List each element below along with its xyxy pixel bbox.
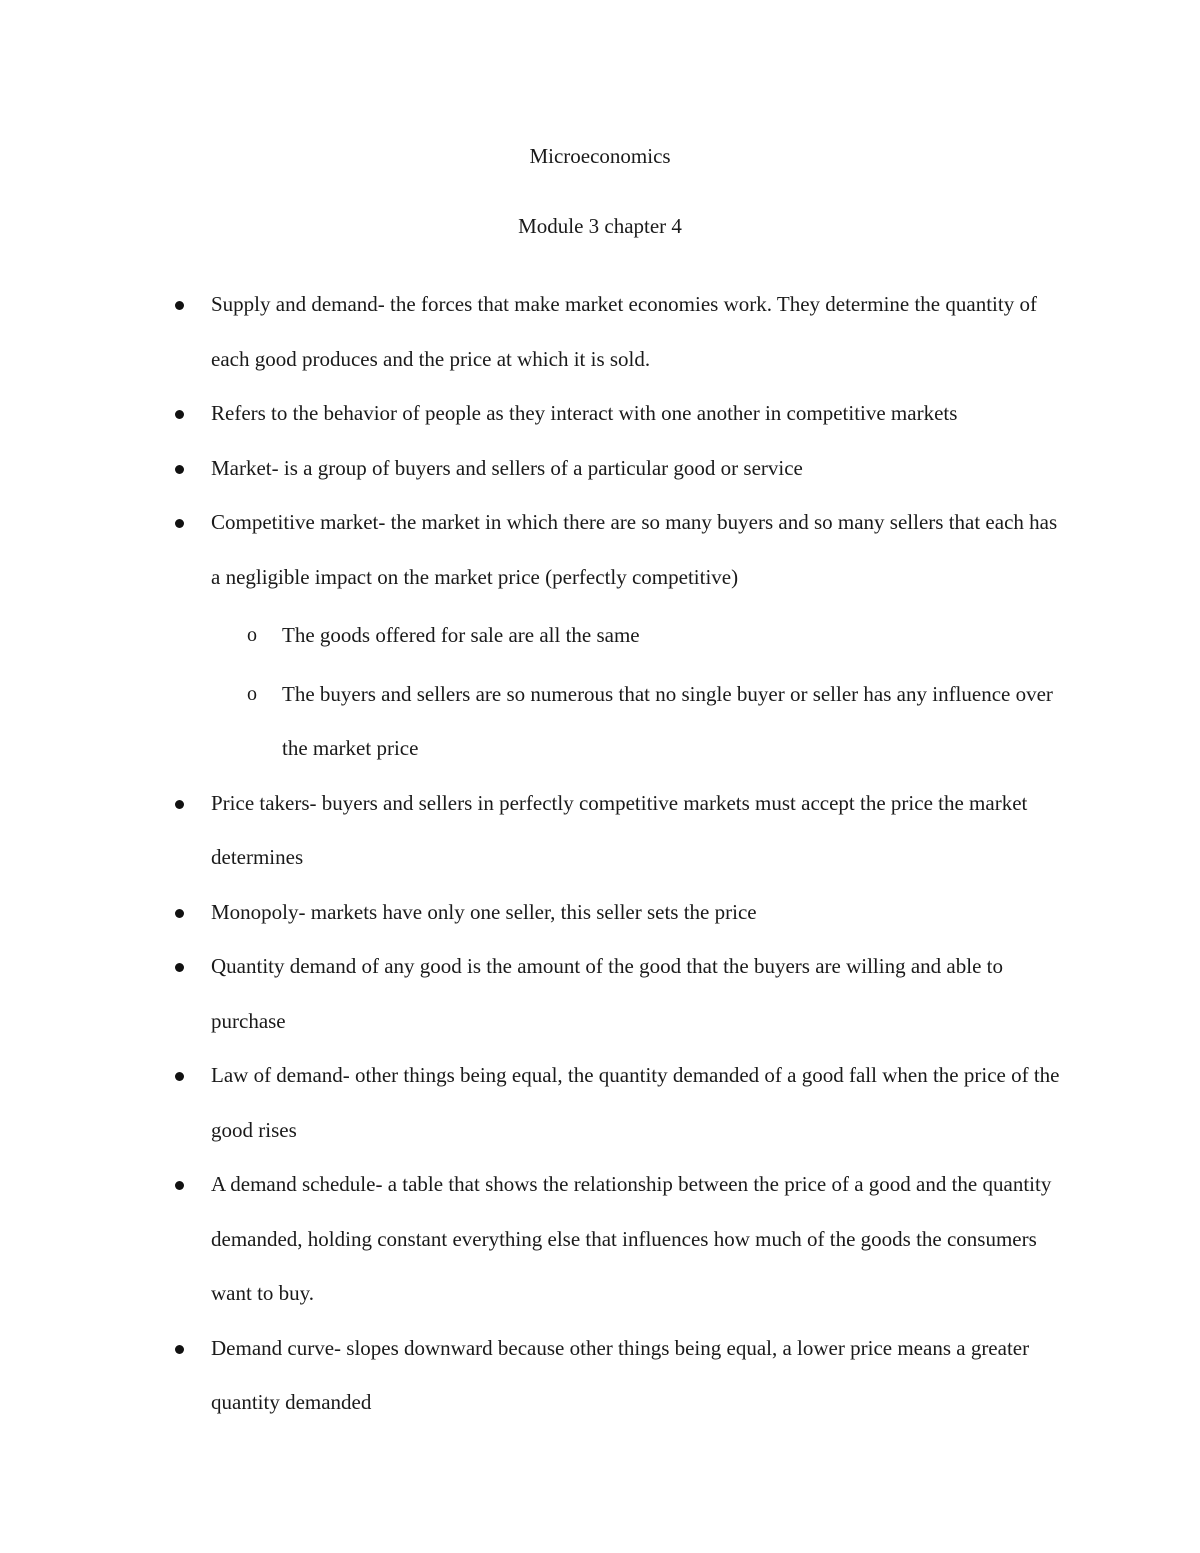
list-item-text: Refers to the behavior of people as they interact with one another in competitive markets (211, 401, 958, 425)
list-item-text: Competitive market- the market in which there are so many buyers and so many sellers that each has a negligible impact on the market price (perfectly competitive) (211, 510, 1058, 589)
list-item (0, 386, 1061, 441)
notes-list (0, 277, 1200, 1430)
bullet-icon (175, 410, 184, 419)
list-item-text: Demand curve- slopes downward because other things being equal, a lower price means a greater quantity demanded (211, 1335, 1030, 1414)
list-item-text: Supply and demand- the forces that make market economies work. They determine the quantity of each good produces and the price at which it is sold. (211, 292, 1037, 371)
list-item (0, 441, 1061, 496)
list-item-text: A demand schedule- a table that shows the relationship between the price of a good and the quantity demanded, holding constant everything else that influences how much of the goods the consumers want to buy. (211, 1172, 1052, 1305)
circle-bullet-icon: o (247, 682, 257, 705)
list-item (0, 1321, 1061, 1430)
list-item-text: Monopoly- markets have only one seller, this seller sets the price (211, 899, 757, 924)
list-item-text: Quantity demand of any good is the amount of the good that the buyers are willing and able to purchase (211, 954, 1003, 1033)
list-item-text: Law of demand- other things being equal, the quantity demanded of a good fall when the price of the good rises (211, 1063, 1060, 1142)
bullet-icon (175, 1181, 184, 1190)
bullet-icon (175, 800, 184, 809)
bullet-icon (175, 1072, 184, 1081)
document-subtitle: Module 3 chapter 4 (518, 214, 682, 238)
circle-bullet-icon: o (247, 624, 257, 646)
document-title: Microeconomics (529, 144, 671, 168)
list-item-text: The buyers and sellers are so numerous that no single buyer or seller has any influence over the market price (282, 681, 1053, 760)
sub-list-item (0, 667, 1062, 776)
bullet-icon (175, 1345, 184, 1354)
list-item (0, 277, 1061, 386)
list-item (0, 1157, 1061, 1321)
list-item-text: Price takers- buyers and sellers in perfectly competitive markets must accept the price the market determines (211, 790, 1028, 869)
bullet-icon (175, 519, 184, 528)
list-item (0, 495, 1061, 604)
list-item (0, 939, 1061, 1048)
bullet-icon (175, 963, 184, 972)
list-item-text: Market- is a group of buyers and sellers of a particular good or service (211, 455, 803, 480)
bullet-icon (175, 909, 184, 918)
list-item (0, 776, 1061, 885)
sub-list-item (0, 608, 1062, 663)
list-item (0, 1048, 1061, 1157)
list-item-text: The goods offered for sale are all the same (282, 623, 640, 647)
bullet-icon (175, 465, 184, 474)
list-item (0, 885, 1061, 940)
bullet-icon (175, 301, 184, 310)
